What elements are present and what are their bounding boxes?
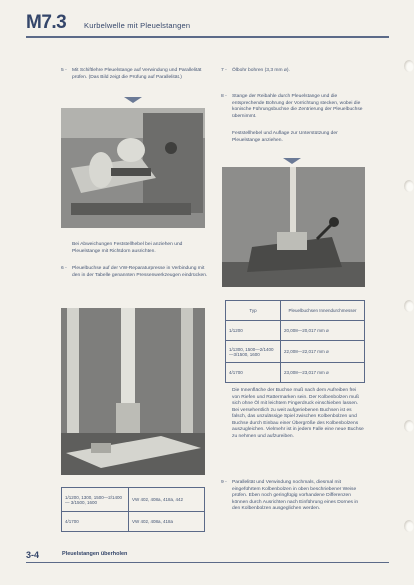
step-6-text: Pleuelbuchse auf der VW-Reparaturpresse in Verbindung mit den in der Tabelle genannten Pressenwerkzeugen eindrücken. [72,266,208,278]
page-number: 3-4 [26,550,40,560]
table-row [226,321,365,341]
table-cell: VW 402, 408a, 418a [129,512,205,532]
table-header-row [226,301,365,321]
step-5-caption: Bei Abweichungen Feststellhebel bei anziehen und Pleuelstange mit Richtdorn ausrichten. [72,242,183,254]
column-header-type: Typ [226,301,281,321]
step-6-number: 6 - [61,266,67,271]
column-header-diameter: Pleuelbuchsen Innendurchmesser [281,301,365,321]
footer-rule [26,562,389,563]
arrow-down-icon [124,97,142,103]
table-cell: 1/1300, 1500—2/1400—3/1500, 1600 [226,341,281,363]
note-paragraph: Die Innenfläche der Buchse muß nach dem Aufreiben frei von Riefen und Rattermarken sein. Der Kolbenbolzen muß sich ohne Öl mit leichtem Fingerdruck einschieben lassen. Bei versehentlich zu weit aufgeriebenen Buchsen ist es falsch, das unzulässige Spiel zwischen Kolbenbolzen und Buchse durch Einbau einer Übergröße des Kolbenbolzens auszugleichen. Vielmehr ist in jedem Falle eine neue Buchse zu nehmen und aufzureiben. [232,388,364,439]
bushing-diameter-table [225,300,365,383]
table-cell: 22,008—22,017 mm ø [281,341,365,363]
footer-title: Pleuelstangen überholen [62,551,128,557]
table-cell: VW 402, 408a, 418a, 442 [129,488,205,512]
table-row [62,488,205,512]
step-8-text: Stange der Reibahle durch Pleuelstange und die entsprechende Bohrung der Vorrichtung stecken, wobei die konische Führungsbuchse die Zentrierung der Pleuelbuchse übernimmt. [232,94,363,119]
table-row [62,512,205,532]
step-9-number: 9 - [221,480,227,485]
header-rule [26,36,389,38]
punch-hole [404,60,414,72]
table-cell: 23,008—23,017 mm ø [281,363,365,383]
table-cell: 4/1700 [226,363,281,383]
punch-hole [404,420,414,432]
table-row [226,341,365,363]
punch-hole [404,520,414,532]
table-cell: 4/1700 [62,512,129,532]
step-8-text-2: Feststellhebel und Auflage zur Unterstützung der Pleuelstange anziehen. [232,131,338,143]
page-title: Kurbelwelle mit Pleuelstangen [84,21,191,30]
step-5-text: Mit Schiftlehre Pleuelstange auf Verwindung und Parallelität prüfen. (Das Bild zeigt die Prüfung auf Parallelität.) [72,68,202,80]
punch-hole [404,300,414,312]
step-5-number: 5 - [61,68,67,73]
step-9-text: Parallelität und Verwindung nochmals, diesmal mit eingeführtem Kolbenbolzen in oben beschriebener Weise prüfen. Eben noch geringfügig vorhandene Differenzen können durch Ausrichten nach Einführung eines Dornes in den Kolbenbolzen ausgeglichen werden. [232,480,359,511]
photo-reamer-fixture [222,167,365,287]
table-row [226,363,365,383]
step-7-text: Ölbohr bohren (3,3 mm ø). [232,68,290,73]
punch-hole [404,180,414,192]
table-cell: 1/1200, 1300, 1500—2/1400 — 3/1500, 1600 [62,488,129,512]
table-cell: 20,008—20,017 mm ø [281,321,365,341]
arrow-down-icon [283,158,301,164]
section-code: M7.3 [26,12,67,33]
step-7-number: 7 - [221,68,227,73]
step-8-number: 8 - [221,94,227,99]
photo-parallelity-check [61,108,205,228]
photo-press-bushing [61,308,205,475]
table-cell: 1/1200 [226,321,281,341]
tool-table [61,487,205,532]
